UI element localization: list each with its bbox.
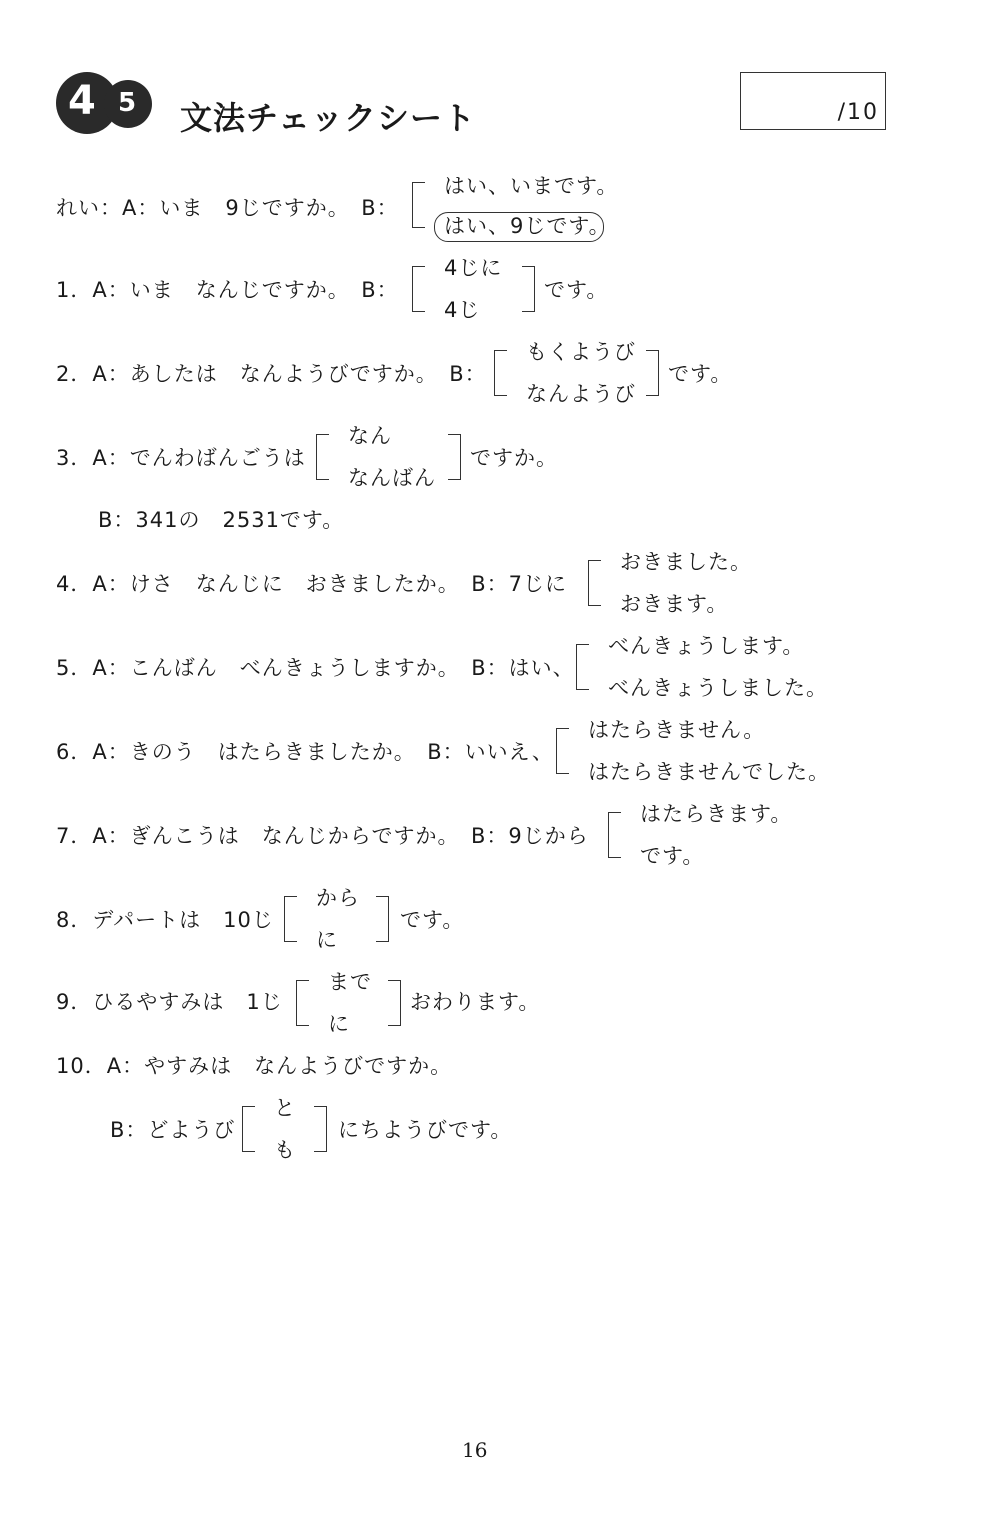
q3-right-bracket [448,434,461,480]
q8-left-bracket [284,896,297,942]
q7-option-1[interactable]: はたらきます。 [640,802,793,826]
q9-question: 9．ひるやすみは 1じ [56,990,283,1014]
q7-option-2[interactable]: です。 [640,844,705,868]
q4-bracket [588,560,601,606]
q1-option-1[interactable]: 4じに [444,256,503,280]
q2-left-bracket [494,350,507,396]
q10-option-1[interactable]: と [274,1096,296,1120]
q9-option-1[interactable]: まで [328,970,372,994]
q3-option-2[interactable]: なんばん [348,466,436,490]
q9-left-bracket [296,980,309,1026]
q5-bracket [576,644,589,690]
q4-option-1[interactable]: おきました。 [620,550,752,574]
q6-bracket [556,728,569,774]
q2-option-1[interactable]: もくようび [526,340,636,364]
q8-option-2[interactable]: に [316,928,338,952]
q10-option-2[interactable]: も [274,1138,296,1162]
q5-question: 5．A：こんばん べんきょうしますか。 B：はい、 [56,656,575,680]
q2-option-2[interactable]: なんようび [526,382,636,406]
q6-question: 6．A：きのう はたらきましたか。 B：いいえ、 [56,740,554,764]
q1-after: です。 [544,278,609,302]
q3-question: 3．A：でんわばんごうは [56,446,306,470]
q8-after: です。 [400,908,465,932]
q6-option-1[interactable]: はたらきません。 [588,718,766,742]
example-bracket [412,182,425,228]
example-option-1: はい、いまです。 [444,174,619,198]
q1-question: 1．A：いま なんじですか。 B： [56,278,399,302]
q10-question: 10．A：やすみは なんようびですか。 [56,1054,453,1078]
lesson-number: 4 [68,78,96,124]
page-title: 文法チェックシート [180,99,477,137]
q2-right-bracket [646,350,659,396]
example-option-2: はい、9じです。 [444,214,611,238]
q9-after: おわります。 [410,990,541,1014]
q1-left-bracket [412,266,425,312]
q2-question: 2．A：あしたは なんようびですか。 B： [56,362,487,386]
q8-right-bracket [376,896,389,942]
q10-answer-line: B：どようび [110,1118,236,1142]
score-total: /10 [837,100,879,125]
q1-right-bracket [522,266,535,312]
q8-option-1[interactable]: から [316,886,360,910]
lesson-badge [56,72,154,134]
q10-left-bracket [242,1106,255,1152]
q9-option-2[interactable]: に [328,1012,350,1036]
page-number: 16 [462,1438,488,1462]
score-box [740,72,886,130]
q2-after: です。 [668,362,733,386]
q5-option-2[interactable]: べんきょうしました。 [608,676,828,700]
q3-after: ですか。 [470,446,558,470]
q10-right-bracket [314,1106,327,1152]
q3-left-bracket [316,434,329,480]
q3-option-1[interactable]: なん [348,424,392,448]
q10-after: にちようびです。 [338,1118,513,1142]
q5-option-1[interactable]: べんきょうします。 [608,634,805,658]
q7-question: 7．A：ぎんこうは なんじからですか。 B：9じから [56,824,589,848]
q7-bracket [608,812,621,858]
q3-answer-line: B：341の 2531です。 [98,508,345,532]
q4-option-2[interactable]: おきます。 [620,592,729,616]
q1-option-2[interactable]: 4じ [444,298,481,322]
q6-option-2[interactable]: はたらきませんでした。 [588,760,830,784]
lesson-sub-number: 5 [118,88,137,118]
q9-right-bracket [388,980,401,1026]
q8-question: 8．デパートは 10じ [56,908,274,932]
example-question: れい：A：いま 9じですか。 B： [56,196,399,220]
q4-question: 4．A：けさ なんじに おきましたか。 B：7じに [56,572,567,596]
